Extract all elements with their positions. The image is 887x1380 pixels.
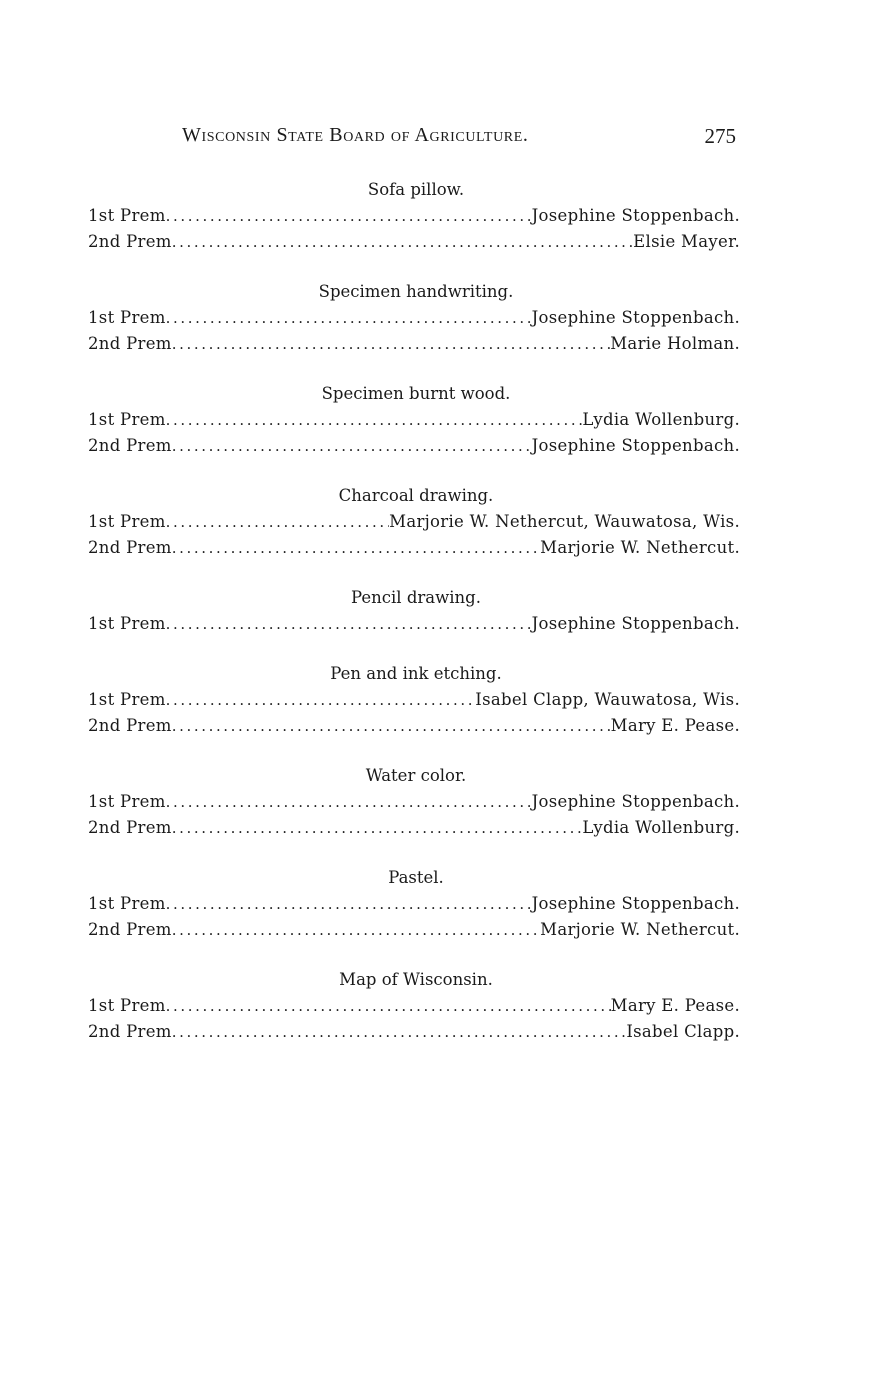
- prize-label: 1st Prem: [88, 410, 166, 429]
- winner-name: Marjorie W. Nethercut, Wauwatosa, Wis.: [389, 512, 740, 531]
- premium-row: [88, 535, 740, 561]
- page-number: 275: [704, 124, 736, 148]
- winner-name: Mary E. Pease.: [610, 716, 740, 735]
- premium-row: [88, 433, 740, 459]
- section-pencil-drawing: [88, 585, 740, 637]
- prize-label: 2nd Prem: [88, 436, 172, 455]
- section-map-of-wisconsin: [88, 967, 740, 1045]
- dot-leader: [172, 229, 633, 255]
- winner-name: Josephine Stoppenbach.: [531, 206, 740, 225]
- premium-row: [88, 331, 740, 357]
- prize-label: 1st Prem: [88, 614, 166, 633]
- prize-label: 2nd Prem: [88, 920, 172, 939]
- dot-leader: [166, 203, 532, 229]
- section-title: Pastel.: [388, 868, 444, 887]
- winner-name: Mary E. Pease.: [610, 996, 740, 1015]
- section-charcoal-drawing: [88, 483, 740, 561]
- section-sofa-pillow: [88, 177, 740, 255]
- premium-row: [88, 713, 740, 739]
- section-title: Pen and ink etching.: [330, 664, 502, 683]
- section-title: Pencil drawing.: [351, 588, 481, 607]
- section-title: Sofa pillow.: [367, 180, 465, 199]
- prize-label: 2nd Prem: [88, 538, 172, 557]
- prize-label: 1st Prem: [88, 894, 166, 913]
- premium-row: [88, 687, 740, 713]
- section-title: Specimen burnt wood.: [321, 384, 511, 403]
- winner-name: Josephine Stoppenbach.: [531, 436, 740, 455]
- winner-name: Lydia Wollenburg.: [582, 410, 740, 429]
- prize-label: 1st Prem: [88, 996, 166, 1015]
- dot-leader: [172, 1019, 627, 1045]
- prize-label: 2nd Prem: [88, 818, 172, 837]
- premium-row: [88, 1019, 740, 1045]
- section-title: Charcoal drawing.: [338, 486, 494, 505]
- winner-name: Josephine Stoppenbach.: [531, 614, 740, 633]
- prize-label: 2nd Prem: [88, 334, 172, 353]
- winner-name: Lydia Wollenburg.: [582, 818, 740, 837]
- dot-leader: [166, 509, 389, 535]
- winner-name: Josephine Stoppenbach.: [531, 792, 740, 811]
- dot-leader: [166, 611, 532, 637]
- running-head: [182, 124, 742, 154]
- section-specimen-burnt-wood: [88, 381, 740, 459]
- winner-name: Isabel Clapp, Wauwatosa, Wis.: [475, 690, 740, 709]
- dot-leader: [172, 331, 611, 357]
- premium-row: [88, 509, 740, 535]
- section-pastel: [88, 865, 740, 943]
- prize-label: 2nd Prem: [88, 716, 172, 735]
- premium-row: [88, 203, 740, 229]
- premium-row: [88, 891, 740, 917]
- premium-list: [88, 177, 740, 1069]
- section-water-color: [88, 763, 740, 841]
- prize-label: 1st Prem: [88, 308, 166, 327]
- prize-label: 2nd Prem: [88, 1022, 172, 1041]
- dot-leader: [166, 407, 583, 433]
- dot-leader: [172, 713, 611, 739]
- section-pen-and-ink-etching: [88, 661, 740, 739]
- dot-leader: [166, 789, 532, 815]
- winner-name: Marie Holman.: [610, 334, 740, 353]
- section-specimen-handwriting: [88, 279, 740, 357]
- prize-label: 1st Prem: [88, 512, 166, 531]
- dot-leader: [172, 433, 532, 459]
- prize-label: 2nd Prem: [88, 232, 172, 251]
- premium-row: [88, 611, 740, 637]
- dot-leader: [172, 815, 583, 841]
- prize-label: 1st Prem: [88, 792, 166, 811]
- section-title: Specimen handwriting.: [318, 282, 514, 301]
- dot-leader: [166, 993, 611, 1019]
- premium-row: [88, 917, 740, 943]
- winner-name: Isabel Clapp.: [626, 1022, 740, 1041]
- winner-name: Elsie Mayer.: [633, 232, 740, 251]
- winner-name: Josephine Stoppenbach.: [531, 308, 740, 327]
- section-title: Map of Wisconsin.: [339, 970, 493, 989]
- section-title: Water color.: [365, 766, 467, 785]
- dot-leader: [166, 891, 532, 917]
- prize-label: 1st Prem: [88, 690, 166, 709]
- dot-leader: [172, 535, 540, 561]
- winner-name: Marjorie W. Nethercut.: [540, 920, 740, 939]
- premium-row: [88, 407, 740, 433]
- premium-row: [88, 789, 740, 815]
- dot-leader: [172, 917, 540, 943]
- dot-leader: [166, 687, 476, 713]
- winner-name: Marjorie W. Nethercut.: [540, 538, 740, 557]
- premium-row: [88, 815, 740, 841]
- premium-row: [88, 993, 740, 1019]
- premium-row: [88, 305, 740, 331]
- running-title: Wisconsin State Board of Agriculture.: [182, 124, 529, 146]
- premium-row: [88, 229, 740, 255]
- dot-leader: [166, 305, 532, 331]
- winner-name: Josephine Stoppenbach.: [531, 894, 740, 913]
- prize-label: 1st Prem: [88, 206, 166, 225]
